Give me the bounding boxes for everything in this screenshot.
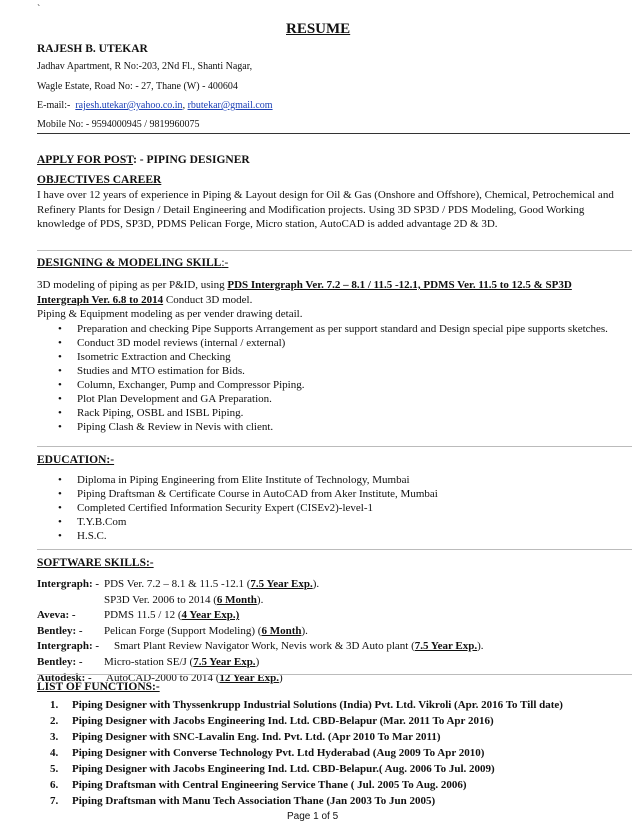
designing-skill-item bbox=[54, 406, 619, 420]
bullet-icon: • bbox=[58, 393, 62, 405]
software-row bbox=[37, 593, 263, 607]
function-item bbox=[50, 745, 563, 761]
education-item bbox=[54, 529, 629, 543]
software-tail: ) bbox=[278, 671, 283, 684]
education-item-text: Completed Certified Information Security Expert (CISEv2)-level-1 bbox=[77, 502, 374, 514]
education-item-text: Diploma in Piping Engineering from Elite Institute of Technology, Mumbai bbox=[77, 474, 410, 486]
function-text: Piping Designer with Thyssenkrupp Industrial Solutions (India) Pvt. Ltd. Vikroli (Apr. 2016 To Till date) bbox=[72, 699, 563, 711]
designing-skill-item bbox=[54, 364, 619, 378]
education-item bbox=[54, 487, 629, 501]
bullet-icon: • bbox=[58, 474, 62, 486]
designing-skill-item-text: Piping Clash & Review in Nevis with client. bbox=[77, 421, 274, 433]
software-detail: Pelican Forge (Support Modeling) ( bbox=[104, 624, 262, 637]
email-link-yahoo[interactable]: rajesh.utekar@yahoo.co.in bbox=[75, 100, 183, 111]
function-item bbox=[50, 697, 563, 713]
designing-skill-item bbox=[54, 378, 619, 392]
bullet-icon: • bbox=[58, 502, 62, 514]
designing-skill-item-text: Rack Piping, OSBL and ISBL Piping. bbox=[77, 407, 244, 419]
software-vendor: Intergraph: - bbox=[37, 640, 100, 653]
stray-mark: ` bbox=[37, 4, 41, 15]
software-row bbox=[37, 639, 484, 653]
designing-intro-a: 3D modeling of piping as per P&ID, using bbox=[37, 279, 228, 291]
software-experience: 6 Month bbox=[261, 624, 302, 637]
designing-skill-item bbox=[54, 350, 619, 364]
objectives-text: I have over 12 years of experience in Piping & Layout design for Oil & Gas (Onshore and Offshore), Chemical, Petrochemical and Refinery Plants for Design / Detail Engineering and Modification projects. Using 3D SP3D / PDS Modeling, Good Working knowledge of PDS, SP3D, PDMS Pelican Forge, Micro station, AutoCAD is added advantage 2D & 3D. bbox=[37, 189, 614, 230]
function-text: Piping Designer with SNC-Lavalin Eng. Ind. Pvt. Ltd. (Apr 2010 To Mar 2011) bbox=[72, 731, 441, 743]
software-tail: ). bbox=[312, 578, 320, 590]
software-experience: 6 Month bbox=[216, 593, 257, 606]
software-vendor: Aveva: - bbox=[37, 609, 76, 622]
designing-skill-item bbox=[54, 392, 619, 406]
designing-heading-suffix: :- bbox=[221, 257, 229, 269]
section-divider bbox=[37, 674, 632, 675]
function-number: 5. bbox=[50, 763, 59, 775]
designing-skill-item-text: Preparation and checking Pipe Supports Arrangement as per support standard and Design special pipe supports sketches. bbox=[77, 323, 608, 335]
software-detail: PDMS 11.5 / 12 ( bbox=[104, 609, 182, 622]
bullet-icon: • bbox=[58, 379, 62, 391]
education-list bbox=[54, 473, 629, 543]
function-number: 4. bbox=[50, 747, 59, 759]
section-divider bbox=[37, 446, 632, 447]
mobile-numbers: Mobile No: - 9594000945 / 9819960075 bbox=[37, 119, 200, 130]
software-row bbox=[37, 624, 308, 638]
apply-value: : - PIPING DESIGNER bbox=[133, 154, 250, 166]
software-detail: PDS Ver. 7.2 – 8.1 & 11.5 -12.1 ( bbox=[104, 578, 251, 590]
page-number: Page 1 of 5 bbox=[287, 811, 339, 822]
bullet-icon: • bbox=[58, 337, 62, 349]
software-detail: Micro-station SE/J ( bbox=[104, 656, 194, 668]
email-label: E-mail:- bbox=[37, 100, 71, 111]
education-item-text: Piping Draftsman & Certificate Course in AutoCAD from Aker Institute, Mumbai bbox=[77, 488, 438, 500]
function-text: Piping Draftsman with Manu Tech Association Thane (Jan 2003 To Jun 2005) bbox=[72, 795, 436, 807]
software-detail: SP3D Ver. 2006 to 2014 ( bbox=[104, 593, 217, 606]
email-line bbox=[37, 99, 273, 113]
software-detail: AutoCAD-2000 to 2014 ( bbox=[106, 671, 220, 684]
bullet-icon: • bbox=[58, 407, 62, 419]
email-link-gmail[interactable]: rbutekar@gmail.com bbox=[187, 100, 273, 111]
function-number: 2. bbox=[50, 715, 59, 727]
designing-heading bbox=[37, 256, 228, 270]
function-item bbox=[50, 793, 563, 809]
education-item-text: T.Y.B.Com bbox=[77, 516, 127, 528]
education-item bbox=[54, 515, 629, 529]
software-experience: 7.5 Year Exp. bbox=[193, 656, 256, 668]
software-detail: Smart Plant Review Navigator Work, Nevis work & 3D Auto plant ( bbox=[114, 640, 415, 653]
function-item bbox=[50, 777, 563, 793]
software-heading: SOFTWARE SKILLS:- bbox=[37, 557, 154, 569]
function-item bbox=[50, 713, 563, 729]
designing-skill-item bbox=[54, 420, 619, 434]
software-tail: ). bbox=[301, 624, 308, 637]
designing-heading-text: DESIGNING & MODELING SKILL bbox=[37, 257, 222, 269]
candidate-name: RAJESH B. UTEKAR bbox=[37, 43, 148, 55]
software-row bbox=[37, 655, 259, 669]
function-number: 7. bbox=[50, 795, 59, 807]
designing-intro-c: Conduct 3D model. bbox=[163, 293, 253, 306]
section-divider bbox=[37, 549, 632, 550]
designing-intro bbox=[37, 278, 597, 307]
designing-skills-list bbox=[54, 322, 619, 434]
designing-skill-item-text: Column, Exchanger, Pump and Compressor Piping. bbox=[77, 379, 305, 391]
bullet-icon: • bbox=[58, 323, 62, 335]
bullet-icon: • bbox=[58, 351, 62, 363]
software-experience: 7.5 Year Exp. bbox=[250, 578, 313, 590]
software-vendor: Autodesk: - bbox=[37, 671, 92, 684]
education-item bbox=[54, 473, 629, 487]
designing-line-2: Piping & Equipment modeling as per vender drawing detail. bbox=[37, 308, 303, 320]
apply-for-post bbox=[37, 153, 250, 167]
page-title: RESUME bbox=[286, 21, 351, 37]
function-number: 3. bbox=[50, 731, 59, 743]
functions-list bbox=[50, 697, 563, 809]
functions-heading: LIST OF FUNCTIONS:- bbox=[37, 681, 160, 693]
designing-skill-item bbox=[54, 336, 619, 350]
function-text: Piping Draftsman with Central Engineering Service Thane ( Jul. 2005 To Aug. 2006) bbox=[72, 779, 467, 791]
function-text: Piping Designer with Converse Technology Pvt. Ltd Hyderabad (Aug 2009 To Apr 2010) bbox=[72, 747, 485, 759]
software-experience: 7.5 Year Exp. bbox=[414, 640, 478, 653]
bullet-icon: • bbox=[58, 421, 62, 433]
designing-skill-item-text: Conduct 3D model reviews (internal / external) bbox=[77, 337, 286, 349]
software-vendor: Bentley: - bbox=[37, 624, 83, 637]
bullet-icon: • bbox=[58, 488, 62, 500]
function-item bbox=[50, 761, 563, 777]
designing-skill-item bbox=[54, 322, 619, 336]
software-vendor: Bentley: - bbox=[37, 656, 83, 668]
education-item bbox=[54, 501, 629, 515]
designing-skill-item-text: Studies and MTO estimation for Bids. bbox=[77, 365, 245, 377]
bullet-icon: • bbox=[58, 365, 62, 377]
software-experience: 12 Year Exp. bbox=[219, 671, 279, 684]
software-row bbox=[37, 608, 239, 622]
software-experience: 4 Year Exp.) bbox=[181, 609, 240, 622]
software-vendor: Intergraph: - bbox=[37, 578, 100, 590]
software-tail: ) bbox=[255, 656, 260, 668]
objectives-heading: OBJECTIVES CAREER bbox=[37, 174, 162, 186]
function-number: 1. bbox=[50, 699, 59, 711]
software-row bbox=[37, 577, 319, 591]
function-item bbox=[50, 729, 563, 745]
bullet-icon: • bbox=[58, 530, 62, 542]
education-heading: EDUCATION:- bbox=[37, 454, 115, 466]
software-tail: ). bbox=[256, 593, 264, 606]
address-line-2: Wagle Estate, Road No: - 27, Thane (W) - 400604 bbox=[37, 81, 238, 92]
section-divider bbox=[37, 250, 632, 251]
function-text: Piping Designer with Jacobs Engineering Ind. Ltd. CBD-Belapur (Mar. 2011 To Apr 2016) bbox=[72, 715, 494, 727]
education-item-text: H.S.C. bbox=[77, 530, 107, 542]
function-text: Piping Designer with Jacobs Engineering Ind. Ltd. CBD-Belapur.( Aug. 2006 To Jul. 2009) bbox=[72, 763, 495, 775]
bullet-icon: • bbox=[58, 516, 62, 528]
designing-software-versions: PDS Intergraph Ver. 7.2 – 8.1 / 11.5 -12.1, PDMS Ver. 11.5 to 12.5 & SP3D Intergraph Ver. 6.8 to 2014 bbox=[37, 279, 572, 306]
designing-skill-item-text: Isometric Extraction and Checking bbox=[77, 351, 231, 363]
software-tail: ). bbox=[477, 640, 484, 653]
header-divider bbox=[37, 133, 630, 134]
email-separator: , bbox=[182, 100, 186, 111]
address-line-1: Jadhav Apartment, R No:-203, 2Nd Fl., Shanti Nagar, bbox=[37, 61, 253, 72]
function-number: 6. bbox=[50, 779, 59, 791]
apply-label: APPLY FOR POST bbox=[37, 154, 134, 166]
designing-skill-item-text: Plot Plan Development and GA Preparation. bbox=[77, 393, 272, 405]
